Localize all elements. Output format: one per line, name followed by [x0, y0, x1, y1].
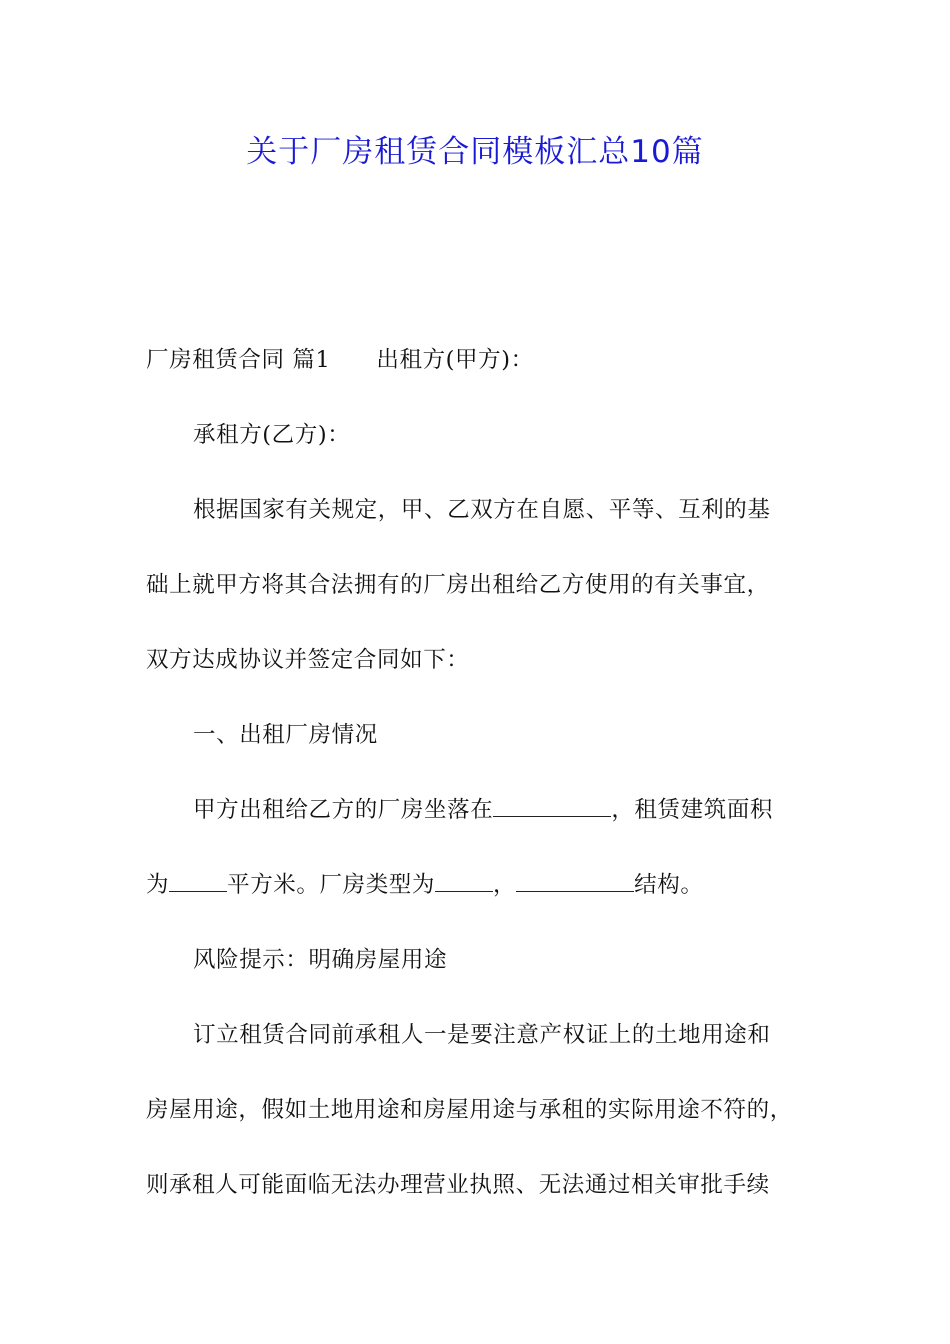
paragraph-line: 双方达成协议并签定合同如下： [146, 647, 470, 673]
text-segment: 结构。 [634, 872, 704, 898]
text-segment: ， [493, 872, 517, 898]
fill-in-blank [169, 871, 227, 892]
paragraph-line [146, 345, 534, 375]
lessee-label: 承租方(乙方)： [193, 422, 351, 448]
paragraph-line: 订立租赁合同前承租人一是要注意产权证上的土地用途和 [193, 1022, 771, 1048]
text-segment: 为 [146, 872, 170, 898]
paragraph-line [193, 795, 773, 825]
text-segment: 平方米。厂房类型为 [227, 872, 436, 898]
paragraph-line: 础上就甲方将其合法拥有的厂房出租给乙方使用的有关事宜， [146, 572, 770, 598]
fill-in-blank [493, 796, 611, 817]
fill-in-blank [435, 871, 493, 892]
risk-note-heading: 风险提示：明确房屋用途 [193, 947, 448, 973]
paragraph-line [146, 870, 703, 900]
text-segment: ，租赁建筑面积 [611, 797, 774, 823]
section-heading: 厂房租赁合同 篇1 [146, 347, 331, 373]
paragraph-line: 房屋用途，假如土地用途和房屋用途与承租的实际用途不符的， [146, 1097, 793, 1123]
paragraph-line: 根据国家有关规定，甲、乙双方在自愿、平等、互利的基 [193, 497, 771, 523]
text-segment: 甲方出租给乙方的厂房坐落在 [193, 797, 494, 823]
lessor-label: 出租方(甲方)： [376, 347, 534, 373]
document-title: 关于厂房租赁合同模板汇总10篇 [246, 134, 704, 170]
paragraph-line: 则承租人可能面临无法办理营业执照、无法通过相关审批手续 [146, 1172, 770, 1198]
clause-heading: 一、出租厂房情况 [193, 722, 378, 748]
fill-in-blank [516, 871, 634, 892]
